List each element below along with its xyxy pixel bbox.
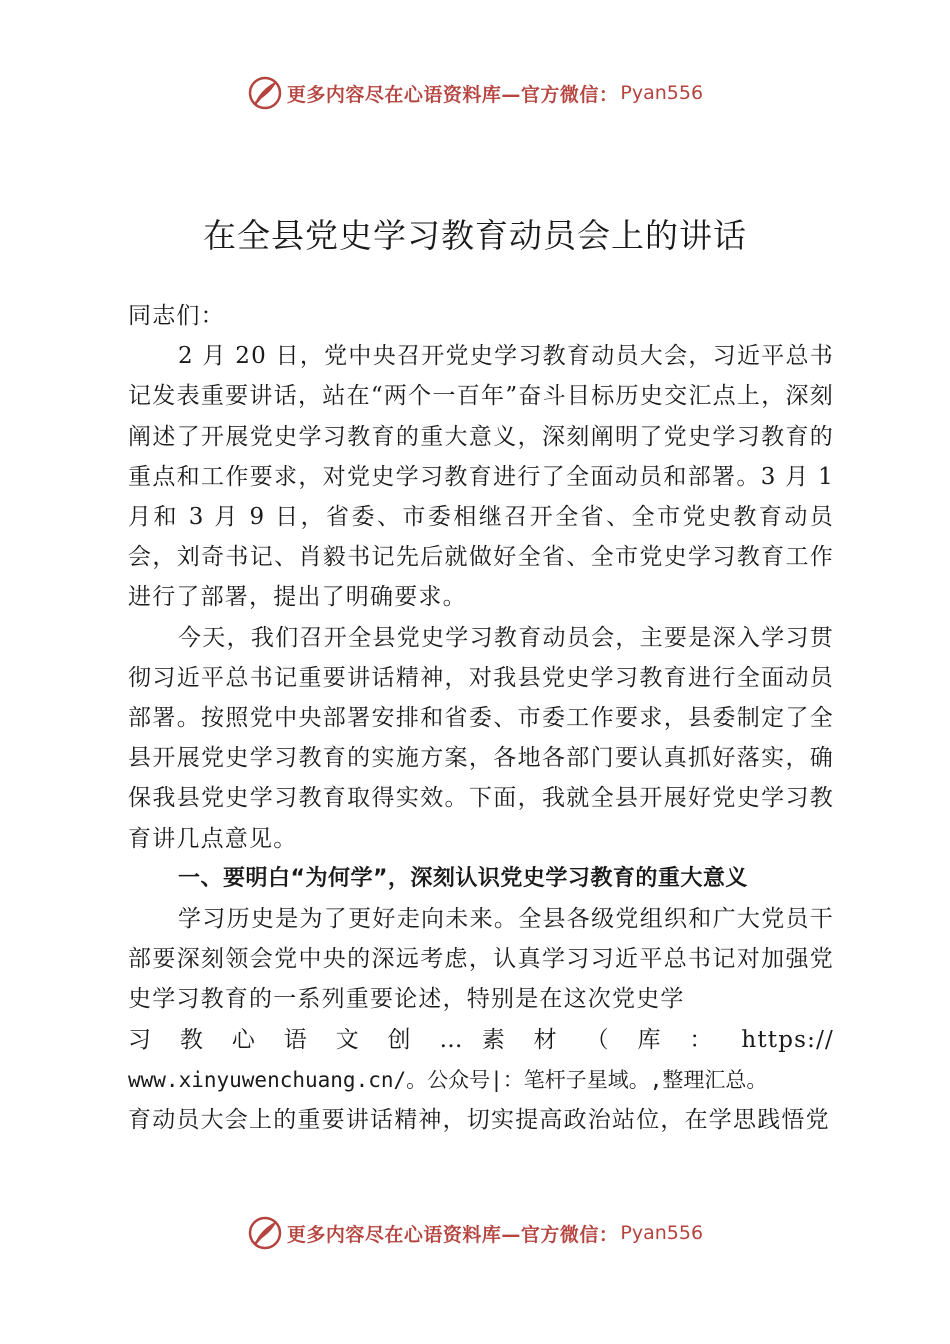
document-title: 在全县党史学习教育动员会上的讲话	[203, 216, 747, 255]
paragraph-3-spread-line: 习 教 心 语 文 创 … 素 材 （ 库 ： https://	[128, 1026, 834, 1053]
quill-logo-icon	[247, 75, 283, 111]
paragraph-3-end: 育动员大会上的重要讲话精神，切实提高政治站位，在学思践悟党	[128, 1107, 830, 1134]
salutation: 同志们：	[128, 303, 225, 329]
watermark-wechat: Pyan556	[620, 82, 704, 104]
footer-watermark	[0, 1211, 950, 1255]
watermark-text: 更多内容尽在心语资料库—官方微信：	[286, 1223, 619, 1246]
watermark-text: 更多内容尽在心语资料库—官方微信：	[286, 83, 619, 106]
header-watermark	[0, 71, 950, 115]
paragraph-2: 今天，我们召开全县党史学习教育动员会，主要是深入学习贯彻习近平总书记重要讲话精神，对我县党史学习教育进行全面动员部署。按照党中央部署安排和省委、市委工作要求，县委制定了全县开展党史学习教育的实施方案，各地各部门要认真抓好落实，确保我县党史学习教育取得实效。下面，我就全县开展好党史学习教育讲几点意见。	[128, 624, 834, 852]
document-body	[128, 296, 834, 1140]
watermark-wechat: Pyan556	[620, 1222, 704, 1244]
paragraph-1: 2 月 20 日，党中央召开党史学习教育动员大会，习近平总书记发表重要讲话，站在“两个一百年”奋斗目标历史交汇点上，深刻阐述了开展党史学习教育的重大意义，深刻阐明了党史学习教育的重点和工作要求，对党史学习教育进行了全面动员和部署。3 月 1 月和 3 月 9 日，省委、市委相继召开全省、全市党史教育动员会，刘奇书记、肖毅书记先后就做好全省、全市党史学习教育工作进行了部署，提出了明确要求。	[128, 343, 834, 611]
section-heading-1: 一、要明白“为何学”，深刻认识党史学习教育的重大意义	[178, 865, 748, 891]
paragraph-3-url-line	[128, 1060, 834, 1100]
quill-logo-icon	[247, 1215, 283, 1251]
source-url-text: www.xinyuwenchuang.cn/。公众号|：笔杆子星域。,整理汇总。	[128, 1067, 768, 1092]
paragraph-3-start: 学习历史是为了更好走向未来。全县各级党组织和广大党员干部要深刻领会党中央的深远考虑，认真学习习近平总书记对加强党史学习教育的一系列重要论述，特别是在这次党史学	[128, 906, 834, 1013]
